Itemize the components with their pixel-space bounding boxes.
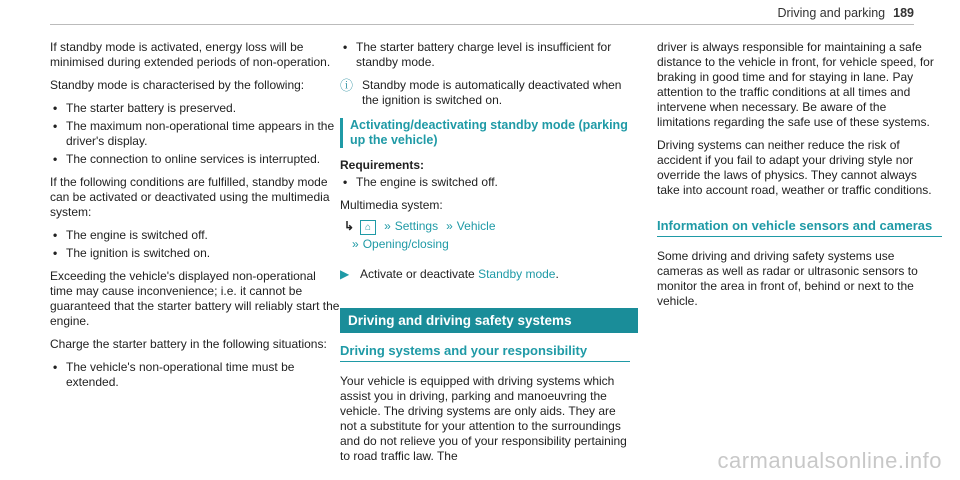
- paragraph: If standby mode is activated, energy loss will be minimised during extended periods of non-operation.: [50, 40, 331, 69]
- list-item: • The starter battery charge level is insufficient for standby mode.: [340, 40, 630, 70]
- paragraph: Some driving and driving safety systems use cameras as well as radar or ultrasonic sensors to monitor the area in front of, behind or next to the vehicle.: [657, 249, 918, 308]
- paragraph: Driving systems can neither reduce the risk of accident if you fail to adapt your driving style nor override the laws of physics. They cannot always take into account road, weather or traffic conditions.: [657, 138, 932, 197]
- note-text: Standby mode is automatically deactivated when the ignition is switched on.: [362, 78, 622, 107]
- list-item: • The starter battery is preserved.: [50, 101, 340, 116]
- requirements-list: [340, 175, 630, 190]
- bullet-list: [50, 228, 340, 261]
- paragraph: If the following conditions are fulfilled, standby mode can be activated or deactivated using the multimedia system:: [50, 175, 330, 219]
- column-2: [340, 40, 630, 472]
- paragraph: driver is always responsible for maintaining a safe distance to the vehicle in front, for vehicle speed, for braking in good time and for staying in lane. Pay attention to the traffic conditions at all times and intervene when necessary. Be aware of the limitations regarding the safe use of these systems.: [657, 40, 934, 129]
- list-item: • The ignition is switched on.: [50, 246, 340, 261]
- home-icon[interactable]: ⌂: [360, 220, 376, 235]
- bullet-list: [50, 101, 340, 167]
- nav-settings-link[interactable]: Settings: [394, 219, 439, 233]
- paragraph: Standby mode is characterised by the following:: [50, 78, 305, 92]
- navigation-path: [340, 217, 630, 253]
- step-arrow-icon: ↳: [344, 219, 355, 233]
- column-3: [657, 40, 942, 317]
- page-header: [777, 6, 914, 20]
- section-heading: Information on vehicle sensors and cameras: [657, 218, 942, 237]
- header-divider: [50, 24, 914, 25]
- requirements-label: Requirements:: [340, 158, 425, 172]
- watermark: carmanualsonline.info: [717, 448, 942, 473]
- header-title: Driving and parking: [777, 6, 886, 20]
- nav-label: Multimedia system:: [340, 198, 443, 212]
- paragraph: Your vehicle is equipped with driving systems which assist you in driving, parking and manoeuvring the vehicle. The driving systems are only aids. They are not a substitute for your attention to the surroundings and do not relieve you of your responsibility pertaining to road traffic law. The: [340, 374, 627, 463]
- double-chevron-icon: »: [352, 237, 359, 251]
- action-triangle-icon: ▶: [340, 267, 350, 281]
- double-chevron-icon: »: [384, 219, 391, 233]
- list-item: • The maximum non-operational time appears in the driver's display.: [50, 119, 340, 149]
- bullet-list: [50, 360, 340, 390]
- note: [340, 78, 630, 108]
- double-chevron-icon: »: [446, 219, 453, 233]
- bullet-list: [340, 40, 630, 70]
- info-icon: ⓘ: [340, 78, 354, 93]
- page-number: 189: [893, 6, 914, 20]
- list-item: • The connection to online services is interrupted.: [50, 152, 340, 167]
- paragraph: Charge the starter battery in the following situations:: [50, 337, 327, 351]
- action-text: Activate or deactivate: [360, 267, 475, 281]
- paragraph: Exceeding the vehicle's displayed non-operational time may cause inconvenience; i.e. it cannot be guaranteed that the starter battery will reliably start the engine.: [50, 269, 340, 328]
- nav-vehicle-link[interactable]: Vehicle: [456, 219, 496, 233]
- nav-opening-link[interactable]: Opening/closing: [362, 237, 449, 251]
- list-item: • The vehicle's non-operational time must be extended.: [50, 360, 340, 390]
- action-step: ▶ Activate or deactivate Standby mode.: [340, 267, 559, 281]
- standby-mode-link[interactable]: Standby mode: [478, 267, 556, 281]
- section-heading: Driving systems and your responsibility: [340, 343, 630, 362]
- chapter-banner: Driving and driving safety systems: [340, 308, 638, 333]
- column-1: [50, 40, 340, 398]
- subheading: Activating/deactivating standby mode (parking up the vehicle): [340, 118, 630, 148]
- list-item: • The engine is switched off.: [340, 175, 630, 190]
- list-item: • The engine is switched off.: [50, 228, 340, 243]
